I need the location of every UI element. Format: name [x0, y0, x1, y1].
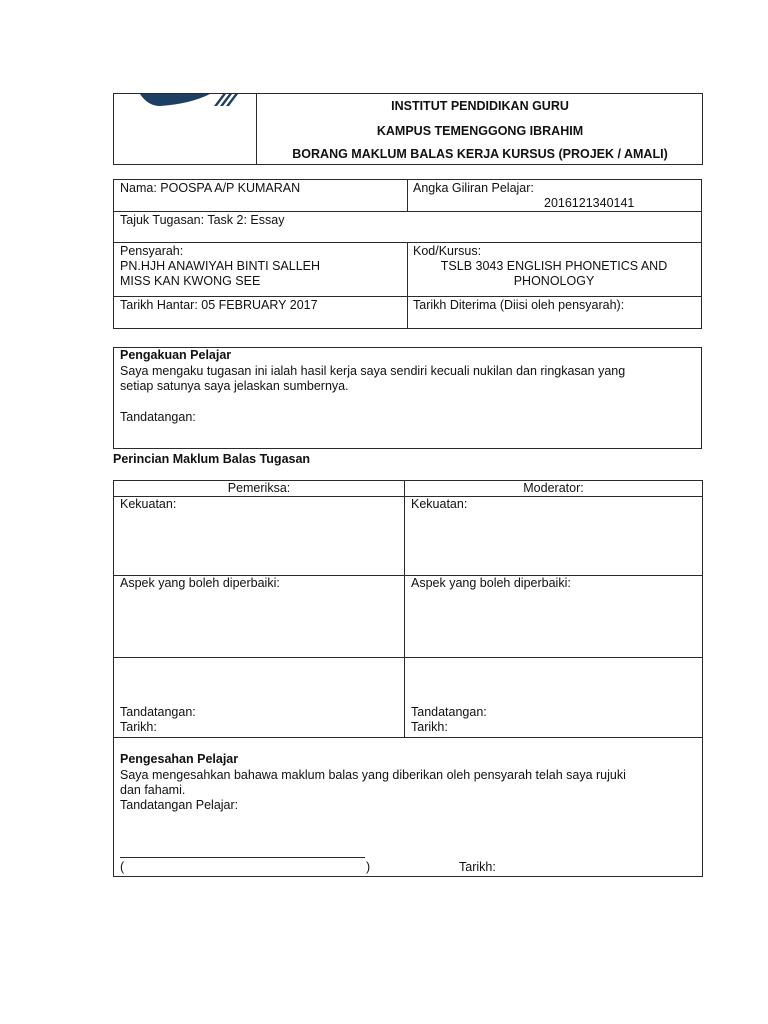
header-divider: [256, 93, 257, 165]
paren-open: (: [120, 860, 125, 874]
pemeriksa-header: Pemeriksa:: [227, 481, 291, 495]
angka-giliran-label: Angka Giliran Pelajar:: [413, 181, 534, 195]
paren-close: ): [366, 860, 371, 874]
pengakuan-signature-label: Tandatangan:: [120, 410, 196, 424]
tarikh-diterima: Tarikh Diterima (Diisi oleh pensyarah):: [413, 298, 625, 312]
info-col-line-1: [407, 179, 408, 211]
signature-line: [120, 857, 365, 858]
pensyarah-name-1: PN.HJH ANAWIYAH BINTI SALLEH: [120, 259, 321, 273]
moderator-tarikh: Tarikh:: [411, 720, 448, 734]
perincian-title: Perincian Maklum Balas Tugasan: [113, 452, 311, 466]
kod-kursus-label: Kod/Kursus:: [413, 244, 482, 258]
pengakuan-text-2: setiap satunya saya jelaskan sumbernya.: [120, 379, 349, 393]
pemeriksa-kekuatan: Kekuatan:: [120, 497, 177, 511]
pengesahan-title: Pengesahan Pelajar: [120, 752, 239, 766]
feedback-table: [113, 480, 703, 877]
nama-field: Nama: POOSPA A/P KUMARAN: [120, 181, 301, 195]
feedback-row-line-2: [113, 657, 703, 658]
tarikh-hantar: Tarikh Hantar: 05 FEBRUARY 2017: [120, 298, 318, 312]
institute-logo: [130, 94, 245, 108]
pemeriksa-aspek: Aspek yang boleh diperbaiki:: [120, 576, 280, 590]
feedback-row-line-3: [113, 737, 703, 738]
pengakuan-title: Pengakuan Pelajar: [120, 348, 232, 362]
pengakuan-text-1: Saya mengaku tugasan ini ialah hasil kerja saya sendiri kecuali nukilan dan ringkasan yang: [120, 364, 626, 378]
moderator-header: Moderator:: [523, 481, 584, 495]
header-line-2: KAMPUS TEMENGGONG IBRAHIM: [376, 124, 584, 138]
moderator-kekuatan: Kekuatan:: [411, 497, 468, 511]
header-line-1: INSTITUT PENDIDIKAN GURU: [391, 99, 569, 113]
pemeriksa-tandatangan: Tandatangan:: [120, 705, 196, 719]
pemeriksa-tarikh: Tarikh:: [120, 720, 157, 734]
tajuk-tugasan: Tajuk Tugasan: Task 2: Essay: [120, 213, 285, 227]
pengesahan-tarikh: Tarikh:: [459, 860, 496, 874]
info-col-line-2: [407, 242, 408, 329]
feedback-col-line: [404, 480, 405, 737]
feedback-header-line: [113, 496, 703, 497]
header-line-3: BORANG MAKLUM BALAS KERJA KURSUS (PROJEK / AMALI): [292, 147, 668, 161]
pengesahan-signature-label: Tandatangan Pelajar:: [120, 798, 239, 812]
moderator-tandatangan: Tandatangan:: [411, 705, 487, 719]
pengesahan-text-2: dan fahami.: [120, 783, 186, 797]
pensyarah-label: Pensyarah:: [120, 244, 184, 258]
angka-giliran-value: 2016121340141: [544, 196, 635, 210]
pengesahan-text-1: Saya mengesahkan bahawa maklum balas yang diberikan oleh pensyarah telah saya rujuki: [120, 768, 626, 782]
kod-kursus-line-2: PHONOLOGY: [513, 274, 595, 288]
info-row-line-1: [113, 211, 702, 212]
moderator-aspek: Aspek yang boleh diperbaiki:: [411, 576, 571, 590]
kod-kursus-line-1: TSLB 3043 ENGLISH PHONETICS AND: [440, 259, 668, 273]
pensyarah-name-2: MISS KAN KWONG SEE: [120, 274, 261, 288]
